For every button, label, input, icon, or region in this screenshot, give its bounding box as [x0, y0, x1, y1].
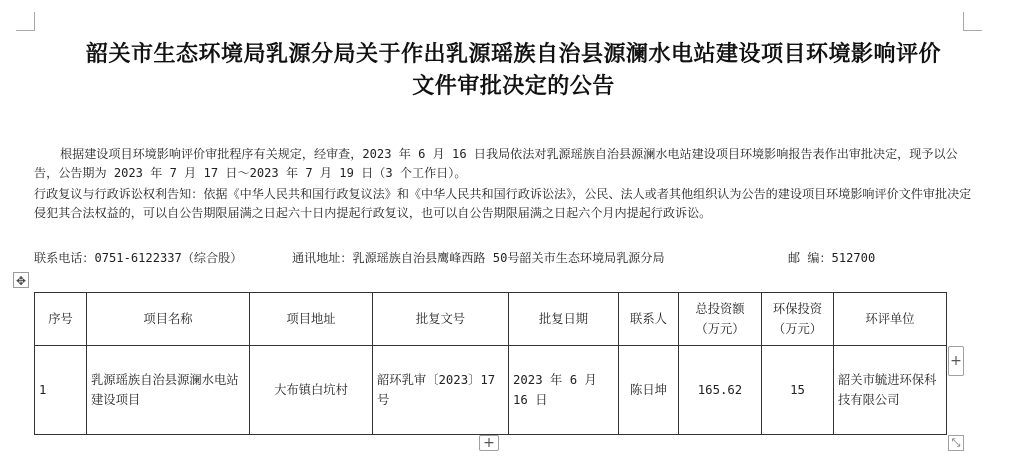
cell-contact-person: 陈日坤 [619, 346, 679, 435]
cell-env-investment: 15 [762, 346, 834, 435]
header-cell: 环评单位 [834, 293, 947, 346]
cell-serial: 1 [35, 346, 87, 435]
contact-line [34, 249, 976, 269]
header-cell: 总投资额 （万元） [679, 293, 762, 346]
add-row-button[interactable] [479, 435, 499, 451]
title-line-2: 文件审批决定的公告 [412, 73, 615, 99]
contact-address: 通讯地址：乳源瑶族自治县鹰峰西路 50号韶关市生态环境局乳源分局 [292, 251, 665, 265]
contact-postcode: 邮 编：512700 [788, 251, 876, 265]
plus-icon: + [950, 353, 962, 369]
document-title [20, 38, 1007, 102]
header-cell: 联系人 [619, 293, 679, 346]
approval-table [34, 292, 947, 435]
crop-mark-top-right [963, 12, 982, 31]
table-row [35, 346, 947, 435]
cell-project-name: 乳源瑶族自治县源澜水电站建设项目 [87, 346, 250, 435]
table-header-row [35, 293, 947, 346]
add-column-button[interactable] [948, 346, 964, 376]
cell-eia-unit: 韶关市毓进环保科技有限公司 [834, 346, 947, 435]
header-cell: 序号 [35, 293, 87, 346]
title-line-1: 韶关市生态环境局乳源分局关于作出乳源瑶族自治县源澜水电站建设项目环境影响评价 [85, 41, 941, 67]
table-move-handle[interactable] [13, 272, 29, 288]
plus-icon: + [483, 435, 495, 451]
header-cell: 项目地址 [250, 293, 373, 346]
cell-total-investment: 165.62 [679, 346, 762, 435]
header-cell: 环保投资 （万元） [762, 293, 834, 346]
move-icon: ✥ [15, 274, 27, 288]
crop-mark-top-left [16, 12, 35, 31]
header-cell: 批复日期 [509, 293, 619, 346]
cell-approval-number: 韶环乳审〔2023〕17号 [373, 346, 509, 435]
table-resize-handle[interactable] [948, 435, 964, 451]
contact-phone: 联系电话：0751-6122337（综合股） [34, 251, 243, 265]
paragraph-rights-notice: 行政复议与行政诉讼权利告知：依据《中华人民共和国行政复议法》和《中华人民共和国行政诉讼法》，公民、法人或者其他组织认为公告的建设项目环境影响评价文件审批决定侵犯其合法权益的，可以自公告期限届满之日起六十日内提起行政复议，也可以自公告期限届满之日起六个月内提起行政诉讼。 [34, 187, 972, 220]
header-cell: 批复文号 [373, 293, 509, 346]
cell-project-address: 大布镇白坑村 [250, 346, 373, 435]
header-cell: 项目名称 [87, 293, 250, 346]
resize-icon: ⤡ [951, 436, 961, 449]
paragraph-announcement: 根据建设项目环境影响评价审批程序有关规定，经审查，2023 年 6 月 16 日我局依法对乳源瑶族自治县源澜水电站建设项目环境影响报告表作出审批决定，现予以公告，公告期为 2023 年 7 月 17 日～2023 年 7 月 19 日（3 个工作日）。 [34, 147, 958, 180]
cell-approval-date: 2023 年 6 月 16 日 [509, 346, 619, 435]
